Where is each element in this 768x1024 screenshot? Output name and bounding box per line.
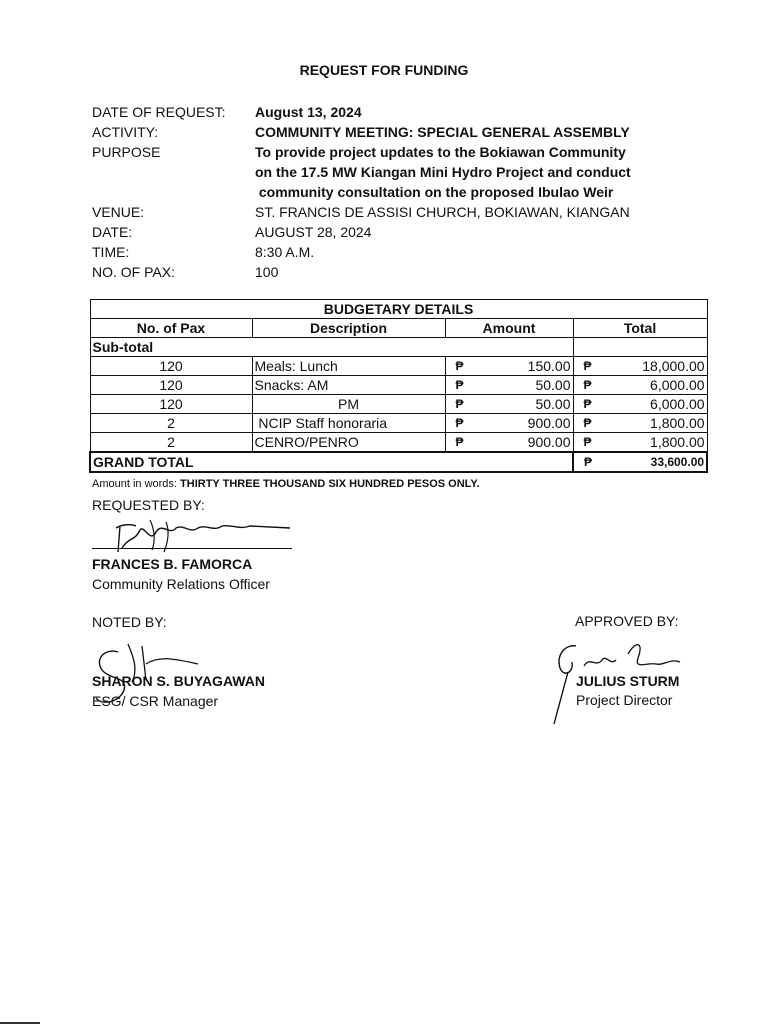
amount-in-words <box>92 478 480 490</box>
grand-total-label: GRAND TOTAL <box>90 452 573 472</box>
row-total-value: 1,800.00 <box>650 415 705 431</box>
requester-name: FRANCES B. FAMORCA <box>92 556 253 572</box>
budget-table <box>89 299 708 473</box>
date-of-request-label: DATE OF REQUEST: <box>92 104 226 120</box>
row-amount-value: 50.00 <box>535 377 571 393</box>
subtotal-total <box>573 338 707 357</box>
date-of-request-value: August 13, 2024 <box>255 104 362 120</box>
row-amount-value: 150.00 <box>527 358 571 374</box>
row-total-value: 18,000.00 <box>642 358 705 374</box>
noter-name: SHARON S. BUYAGAWAN <box>92 673 265 689</box>
row-total-value: 6,000.00 <box>650 396 705 412</box>
table-row <box>90 414 707 433</box>
grand-total-value: 33,600.00 <box>650 455 705 469</box>
row-amount <box>445 357 573 376</box>
row-amount-value: 900.00 <box>527 434 571 450</box>
approved-by-label: APPROVED BY: <box>575 613 679 629</box>
approver-name: JULIUS STURM <box>576 673 680 689</box>
col-header-amount: Amount <box>445 319 573 338</box>
requested-by-label: REQUESTED BY: <box>92 497 205 513</box>
grand-total <box>573 452 707 472</box>
amount-words-prefix: Amount in words: <box>92 478 177 490</box>
approver-title: Project Director <box>576 692 673 708</box>
time-label: TIME: <box>92 244 130 260</box>
requester-signature-line <box>92 548 292 549</box>
peso-sign: ₱ <box>583 397 592 411</box>
col-header-description: Description <box>252 319 445 338</box>
venue-label: VENUE: <box>92 204 145 220</box>
requester-title: Community Relations Officer <box>92 576 270 592</box>
row-total <box>573 357 707 376</box>
requester-signature <box>110 514 300 556</box>
row-total-value: 6,000.00 <box>650 377 705 393</box>
grand-total-row <box>90 452 707 472</box>
row-description: NCIP Staff honoraria <box>252 414 445 433</box>
venue-value: ST. FRANCIS DE ASSISI CHURCH, BOKIAWAN, KIANGAN <box>255 204 630 220</box>
budget-heading: BUDGETARY DETAILS <box>90 300 707 319</box>
row-total <box>573 414 707 433</box>
budget-heading-row <box>90 300 707 319</box>
purpose-line-1: To provide project updates to the Bokiawan Community <box>255 144 626 160</box>
date-label: DATE: <box>92 224 133 240</box>
subtotal-row <box>90 338 707 357</box>
col-header-total: Total <box>573 319 707 338</box>
purpose-line-2: on the 17.5 MW Kiangan Mini Hydro Project and conduct <box>255 164 631 180</box>
pax-value: 100 <box>255 264 279 280</box>
row-total <box>573 376 707 395</box>
column-header-row <box>90 319 707 338</box>
row-pax: 2 <box>90 433 252 453</box>
noted-by-label: NOTED BY: <box>92 614 167 630</box>
purpose-line-3: community consultation on the proposed Ibulao Weir <box>255 184 614 200</box>
row-amount-value: 50.00 <box>535 396 571 412</box>
peso-sign: ₱ <box>455 397 464 411</box>
col-header-pax: No. of Pax <box>90 319 252 338</box>
table-row <box>90 433 707 453</box>
row-pax: 120 <box>90 357 252 376</box>
peso-sign: ₱ <box>583 455 592 469</box>
table-row <box>90 357 707 376</box>
row-pax: 120 <box>90 395 252 414</box>
table-row <box>90 395 707 414</box>
date-value: AUGUST 28, 2024 <box>255 224 372 240</box>
document-title: REQUEST FOR FUNDING <box>299 62 469 78</box>
row-pax: 120 <box>90 376 252 395</box>
row-total-value: 1,800.00 <box>650 434 705 450</box>
peso-sign: ₱ <box>583 359 592 373</box>
peso-sign: ₱ <box>583 378 592 392</box>
pax-label: NO. OF PAX: <box>92 264 175 280</box>
row-amount <box>445 395 573 414</box>
peso-sign: ₱ <box>583 435 592 449</box>
subtotal-label: Sub-total <box>90 338 573 357</box>
row-total <box>573 433 707 453</box>
time-value: 8:30 A.M. <box>255 244 315 260</box>
peso-sign: ₱ <box>455 359 464 373</box>
amount-words-value: THIRTY THREE THOUSAND SIX HUNDRED PESOS ONLY. <box>180 478 480 490</box>
peso-sign: ₱ <box>583 416 592 430</box>
row-amount <box>445 414 573 433</box>
row-pax: 2 <box>90 414 252 433</box>
row-amount <box>445 433 573 453</box>
row-description: Meals: Lunch <box>252 357 445 376</box>
table-row <box>90 376 707 395</box>
row-total <box>573 395 707 414</box>
purpose-label: PURPOSE <box>92 144 161 160</box>
row-amount <box>445 376 573 395</box>
noter-title: ESG/ CSR Manager <box>92 693 219 709</box>
peso-sign: ₱ <box>455 416 464 430</box>
activity-label: ACTIVITY: <box>92 124 159 140</box>
row-amount-value: 900.00 <box>527 415 571 431</box>
row-description: Snacks: AM <box>252 376 445 395</box>
row-description: CENRO/PENRO <box>252 433 445 453</box>
peso-sign: ₱ <box>455 435 464 449</box>
activity-value: COMMUNITY MEETING: SPECIAL GENERAL ASSEMBLY <box>255 124 630 140</box>
row-description: PM <box>252 395 445 414</box>
peso-sign: ₱ <box>455 378 464 392</box>
